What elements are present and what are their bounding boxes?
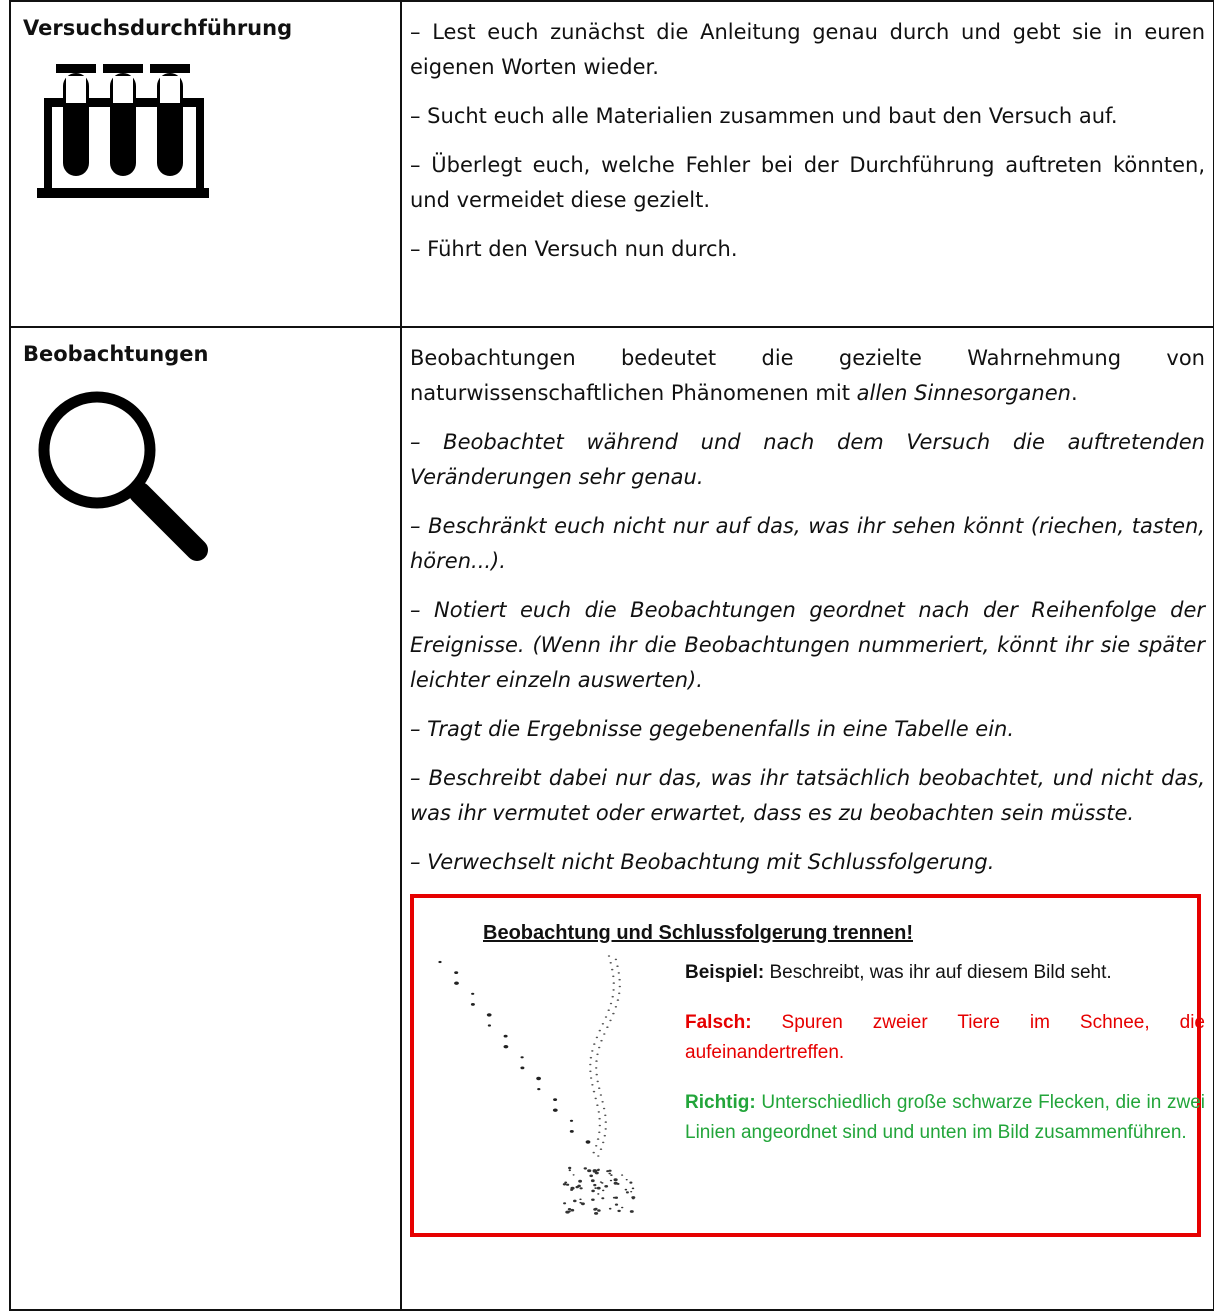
track-spot	[603, 1033, 605, 1035]
track-spot	[610, 1174, 612, 1176]
track-spot	[610, 1180, 612, 1182]
track-spot	[613, 982, 615, 984]
test-tubes-icon	[37, 64, 400, 208]
track-spot	[571, 1209, 575, 1212]
track-spot	[611, 969, 613, 971]
observation-item: – Beobachtet während und nach dem Versuch die auftretenden Veränderungen sehr genau.	[410, 430, 1205, 489]
track-spot	[593, 1043, 595, 1045]
track-spot	[626, 1191, 629, 1193]
track-spot	[568, 1167, 571, 1169]
track-spot	[577, 1185, 581, 1188]
track-spot	[615, 959, 617, 961]
track-spot	[589, 1071, 591, 1073]
track-spot	[608, 1173, 611, 1175]
track-spot	[596, 1037, 598, 1039]
track-spot	[596, 1054, 598, 1056]
label-cell-versuchsdurchfuehrung	[10, 1, 401, 327]
track-spot	[612, 976, 614, 978]
track-spot	[630, 1191, 632, 1192]
track-spot	[591, 1199, 595, 1201]
track-spot	[590, 1077, 592, 1079]
track-spot	[504, 1035, 508, 1038]
track-spot	[590, 1057, 592, 1059]
intro-text	[410, 341, 1205, 411]
track-spot	[594, 1212, 598, 1215]
track-spot	[593, 1208, 597, 1211]
track-spot	[617, 1210, 620, 1212]
example-key: Beispiel:	[685, 962, 765, 983]
track-spot	[608, 955, 610, 957]
right-line	[685, 1088, 1205, 1148]
instruction-item: – Lest euch zunächst die Anleitung genau durch und gebt sie in euren eigenen Worten wieder.	[410, 20, 1205, 79]
worksheet-table	[9, 0, 1214, 1311]
track-spot	[504, 1045, 509, 1048]
track-spot	[581, 1202, 585, 1205]
track-spot	[578, 1180, 582, 1183]
track-spot	[520, 1067, 524, 1070]
track-spot	[591, 1050, 593, 1052]
track-spot	[612, 996, 614, 998]
track-spot	[584, 1167, 587, 1169]
track-spot	[605, 1128, 607, 1130]
label-cell-beobachtungen	[10, 327, 401, 1310]
track-spot	[599, 1125, 601, 1127]
observation-item: – Verwechselt nicht Beobachtung mit Schlussfolgerung.	[410, 850, 995, 874]
track-spot	[553, 1109, 558, 1112]
track-spot	[626, 1179, 628, 1180]
track-spot	[593, 1169, 597, 1172]
example-text: Beschreibt, was ihr auf diesem Bild seht.	[764, 962, 1112, 983]
track-spot	[600, 1148, 602, 1150]
track-spot	[597, 1209, 601, 1212]
track-spot	[603, 1108, 605, 1110]
track-spot	[591, 1190, 595, 1193]
track-spot	[569, 1169, 571, 1171]
content-cell-beobachtungen	[401, 327, 1214, 1310]
track-spot	[597, 1081, 599, 1083]
right-text: Unterschiedlich große schwarze Flecken, die in zwei Linien angeordnet sind und unten im Bild zusammenführen.	[685, 1092, 1205, 1143]
magnifier-icon	[37, 390, 400, 574]
track-spot	[595, 1060, 597, 1062]
track-spot	[536, 1077, 541, 1080]
track-spot	[618, 993, 620, 995]
track-spot	[609, 1020, 611, 1022]
track-spot	[610, 1003, 612, 1005]
track-spot	[621, 1207, 623, 1209]
track-spot	[521, 1056, 524, 1058]
track-spot	[600, 1040, 602, 1042]
wrong-line	[685, 1008, 1205, 1068]
wrong-key: Falsch:	[685, 1012, 752, 1033]
track-spot	[602, 1142, 604, 1144]
track-spot	[580, 1187, 583, 1189]
instruction-item: – Sucht euch alle Materialien zusammen und baut den Versuch auf.	[410, 104, 1118, 128]
track-spot	[604, 1115, 606, 1117]
track-spot	[597, 1138, 599, 1140]
track-spot	[600, 1181, 602, 1182]
section-label: Beobachtungen	[23, 342, 209, 366]
row-versuchsdurchfuehrung	[10, 1, 1214, 327]
track-spot	[629, 1182, 632, 1184]
track-spot	[597, 1187, 601, 1190]
content-cell-versuchsdurchfuehrung	[401, 1, 1214, 327]
track-spot	[438, 961, 441, 963]
example-box-title: Beobachtung und Schlussfolgerung trennen!	[483, 922, 913, 944]
track-spot	[600, 1094, 602, 1096]
track-spot	[608, 1009, 610, 1011]
track-spot	[595, 1067, 597, 1069]
intro-plain: Beobachtungen bedeutet die gezielte Wahrnehmung von naturwissenschaftlichen Phänomenen mit	[410, 346, 1205, 405]
track-spot	[537, 1088, 540, 1090]
observation-item: – Notiert euch die Beobachtungen geordnet nach der Reihenfolge der Ereignisse. (Wenn ihr die Beobachtungen nummeriert, könnt ihr sie später leichter einzeln auswerten).	[410, 598, 1205, 692]
track-spot	[615, 1204, 618, 1206]
track-spot	[586, 1140, 591, 1143]
track-spot	[454, 982, 459, 985]
track-spot	[593, 1184, 596, 1186]
track-spot	[632, 1188, 635, 1190]
track-spot	[454, 971, 458, 974]
example-box-text	[685, 958, 1205, 1168]
track-spot	[487, 1013, 492, 1016]
track-spot	[488, 1024, 491, 1026]
track-spot	[570, 1120, 573, 1122]
track-spot	[606, 1026, 608, 1028]
track-spot	[471, 993, 474, 995]
track-spot	[601, 1197, 604, 1199]
track-spot	[566, 1184, 569, 1186]
instruction-item: – Führt den Versuch nun durch.	[410, 237, 738, 261]
track-spot	[570, 1189, 573, 1191]
track-spot	[595, 1098, 597, 1100]
track-spot	[598, 1047, 600, 1049]
observation-item: – Tragt die Ergebnisse gegebenenfalls in eine Tabelle ein.	[410, 717, 1015, 741]
track-spot	[605, 1016, 607, 1018]
track-spot	[597, 1169, 600, 1171]
observation-item: – Beschreibt dabei nur das, was ihr tatsächlich beobachtet, und nicht das, was ihr vermutet oder erwartet, dass es zu beobachten sein müsste.	[410, 766, 1205, 825]
track-spot	[589, 1064, 591, 1066]
track-spot	[471, 1003, 475, 1006]
section-label: Versuchsdurchführung	[23, 16, 293, 40]
track-spot	[610, 962, 612, 964]
track-spot	[618, 972, 620, 974]
track-spot	[632, 1198, 634, 1200]
track-spot	[625, 1189, 628, 1191]
track-spot	[591, 1084, 593, 1086]
track-spot	[604, 1185, 608, 1188]
track-spot	[598, 1087, 600, 1089]
track-spot	[595, 1145, 597, 1147]
observation-item: – Beschränkt euch nicht nur auf das, was ihr sehen könnt (riechen, tasten, hören...).	[410, 514, 1205, 573]
track-spot	[604, 1135, 606, 1137]
track-spot	[594, 1187, 597, 1189]
intro-tail: .	[1070, 381, 1078, 405]
track-spot	[570, 1130, 574, 1133]
track-spot	[612, 1013, 614, 1015]
track-spot	[619, 986, 621, 988]
track-spot	[563, 1202, 566, 1204]
track-spot	[599, 1030, 601, 1032]
track-spot	[597, 1155, 599, 1157]
track-spot	[630, 1210, 634, 1213]
track-spot	[579, 1199, 581, 1201]
track-spot	[618, 979, 620, 981]
track-spot	[597, 1193, 599, 1195]
track-spot	[587, 1169, 591, 1172]
example-box	[410, 894, 1205, 1237]
track-spot	[598, 1132, 600, 1134]
track-spot	[589, 1175, 593, 1178]
intro-emphasis: allen Sinnesorganen	[856, 381, 1071, 405]
track-spot	[573, 1174, 575, 1175]
track-spot	[598, 1118, 600, 1120]
track-spot	[598, 1111, 600, 1113]
track-spot	[609, 1208, 612, 1210]
wrong-text: Spuren zweier Tiere im Schnee, die aufeinandertreffen.	[685, 1012, 1205, 1063]
track-spot	[563, 1183, 566, 1185]
track-spot	[615, 1006, 617, 1008]
track-spot	[602, 1023, 604, 1025]
track-spot	[614, 1182, 618, 1185]
snow-tracks-image	[434, 952, 654, 1222]
track-spot	[614, 1178, 618, 1181]
track-spot	[593, 1152, 595, 1154]
track-spot	[593, 1091, 595, 1093]
track-spot	[617, 999, 619, 1001]
track-spot	[621, 1174, 623, 1175]
track-spot	[616, 965, 618, 967]
right-key: Richtig:	[685, 1092, 756, 1113]
track-spot	[605, 1121, 607, 1123]
track-spot	[602, 1190, 604, 1192]
track-spot	[601, 1101, 603, 1103]
track-spot	[613, 1197, 616, 1199]
track-spot	[573, 1200, 577, 1203]
track-spot	[591, 1179, 595, 1182]
track-spot	[596, 1104, 598, 1106]
example-line	[685, 958, 1205, 988]
track-spot	[612, 989, 614, 991]
track-spot	[606, 1170, 609, 1172]
row-beobachtungen	[10, 327, 1214, 1310]
track-spot	[553, 1098, 557, 1101]
track-spot	[568, 1211, 571, 1213]
track-spot	[596, 1074, 598, 1076]
instruction-item: – Überlegt euch, welche Fehler bei der Durchführung auftreten könnten, und vermeidet diese gezielt.	[410, 153, 1205, 212]
